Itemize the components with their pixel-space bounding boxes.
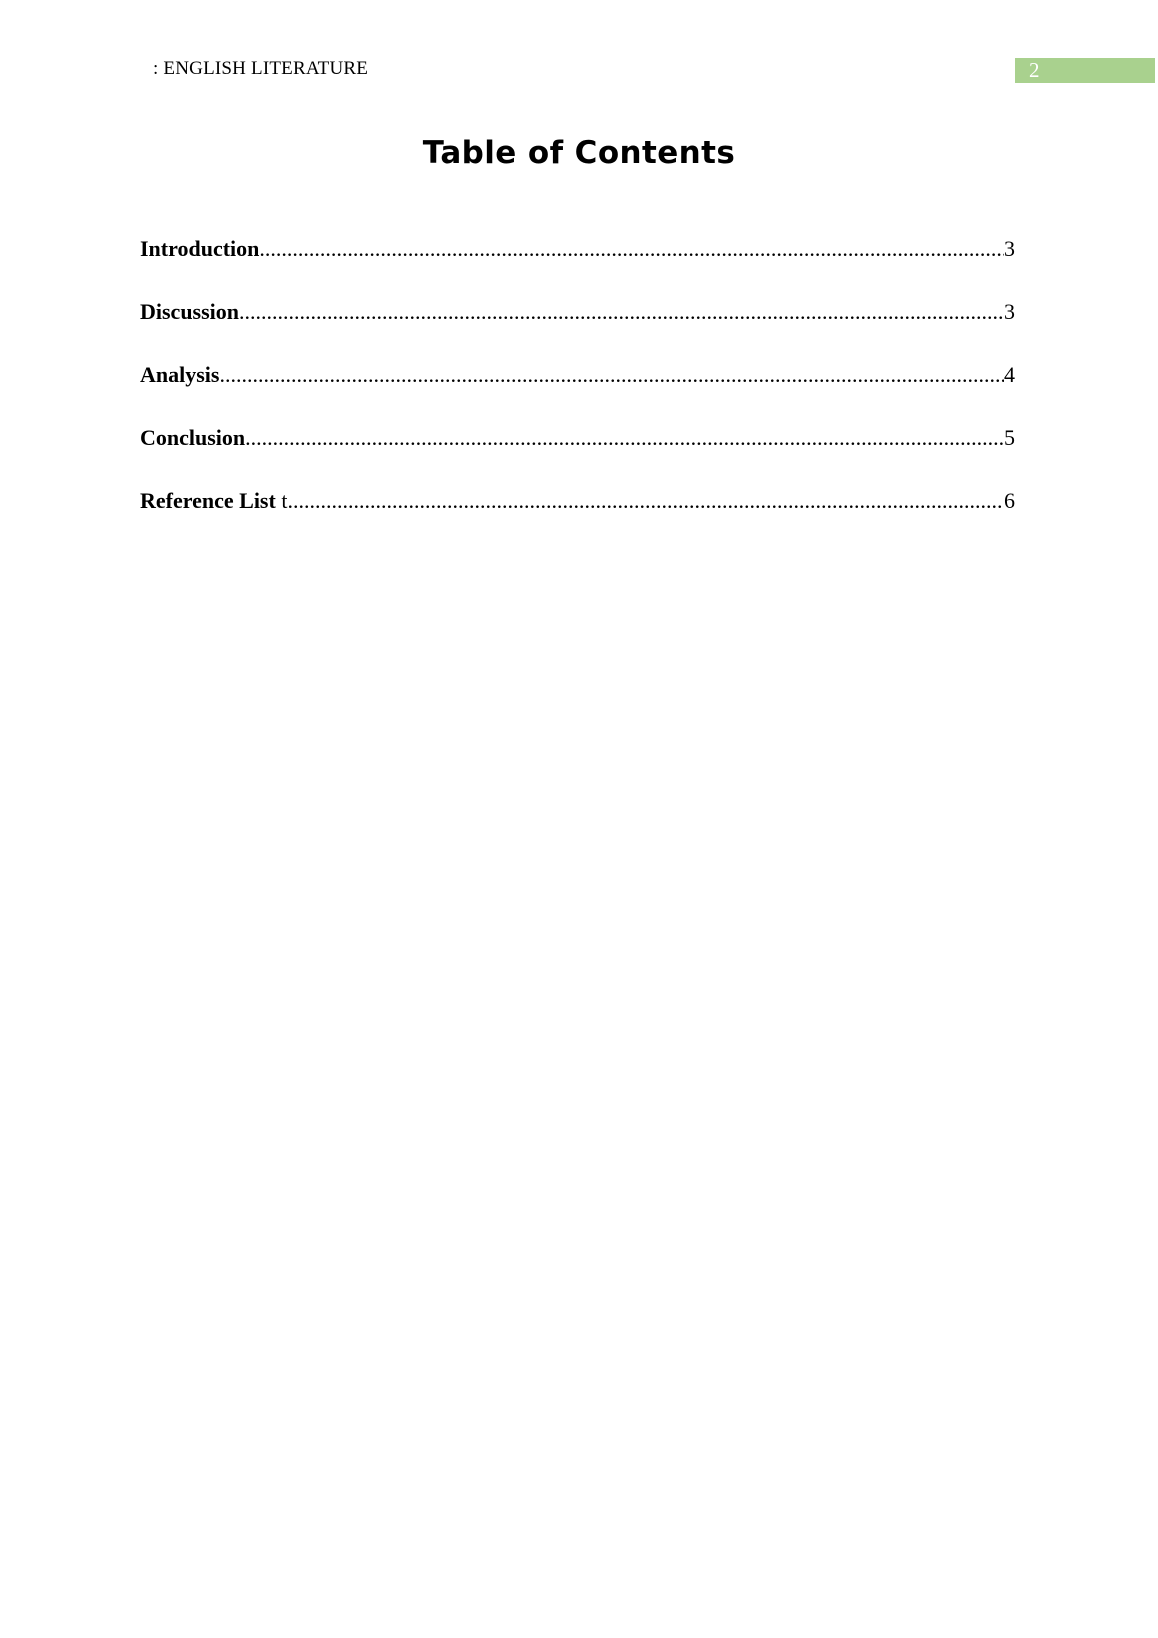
toc-entry-page: 3	[1004, 299, 1015, 324]
toc-entry-label: Introduction	[140, 236, 260, 261]
toc-heading: Table of Contents	[422, 135, 736, 171]
toc-entry-label: Analysis	[140, 362, 220, 387]
toc-entry-introduction[interactable]	[140, 236, 1015, 299]
toc-entry-page: 3	[1004, 236, 1015, 261]
toc-entry-page: 4	[1004, 362, 1015, 387]
toc-entry-analysis[interactable]	[140, 362, 1015, 425]
toc-entry-suffix: t	[275, 488, 288, 513]
toc-entry-page: 6	[1004, 488, 1015, 513]
toc-entry-discussion[interactable]	[140, 299, 1015, 362]
toc-entry-conclusion[interactable]	[140, 425, 1015, 488]
toc-dot-leader	[239, 299, 1004, 325]
page-number: 2	[1029, 58, 1040, 82]
toc-entry-label: Reference List	[140, 488, 276, 513]
toc-entry-reference-list[interactable]	[140, 488, 1015, 551]
toc-dot-leader	[259, 236, 1004, 262]
toc-entry-page: 5	[1004, 425, 1015, 450]
toc-dot-leader	[245, 425, 1004, 451]
running-header-title: : ENGLISH LITERATURE	[153, 58, 369, 79]
page-number-badge	[1015, 58, 1155, 83]
toc-entry-label: Discussion	[140, 299, 240, 324]
toc-dot-leader	[219, 362, 1004, 388]
toc-entry-label: Conclusion	[140, 425, 246, 450]
toc-list	[140, 236, 1015, 551]
toc-dot-leader	[287, 488, 1004, 514]
